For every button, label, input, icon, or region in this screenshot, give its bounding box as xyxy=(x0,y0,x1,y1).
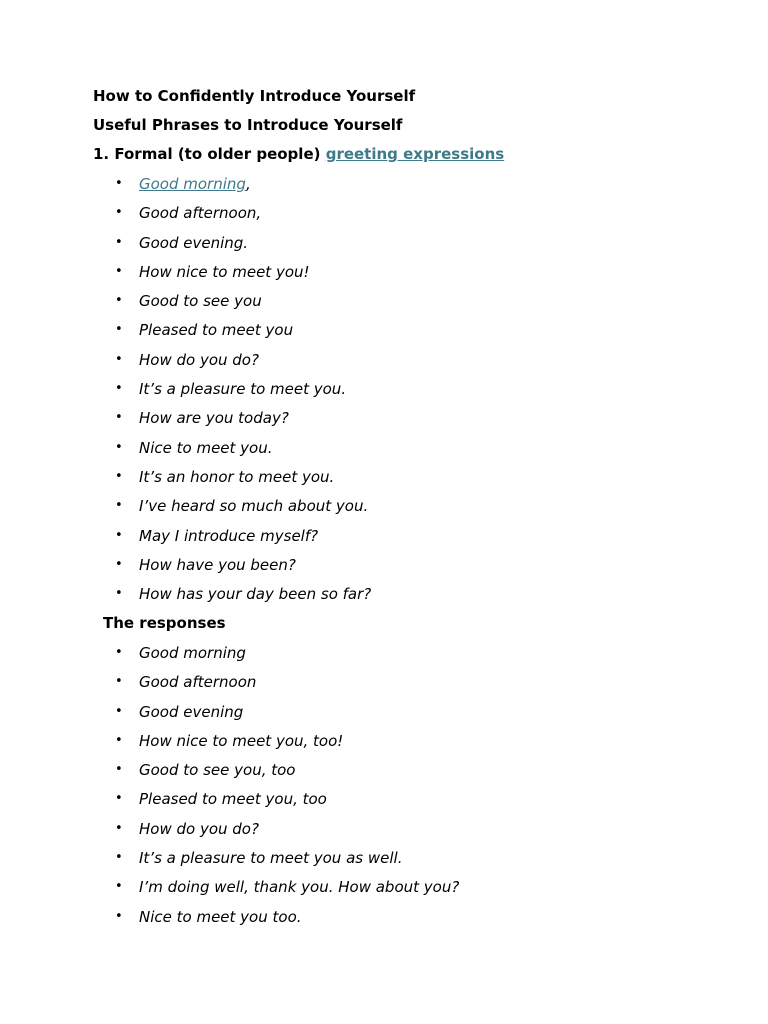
list-item-text: I’ve heard so much about you. xyxy=(139,497,369,516)
document-title: How to Confidently Introduce Yourself xyxy=(93,87,416,105)
list-item-text: Good to see you xyxy=(139,292,262,311)
list-item-text: Pleased to meet you xyxy=(139,321,294,340)
list-item-text: Pleased to meet you, too xyxy=(139,790,327,809)
list-item-text: It’s a pleasure to meet you. xyxy=(139,380,347,399)
greeting-expressions-link[interactable]: greeting expressions xyxy=(325,145,505,163)
bullet-icon: • xyxy=(115,586,123,602)
bullet-icon: • xyxy=(115,527,123,543)
list-item-text: How nice to meet you! xyxy=(139,262,310,281)
bullet-icon: • xyxy=(115,908,123,924)
list-item-text: Nice to meet you too. xyxy=(139,907,302,926)
responses-heading: The responses xyxy=(103,614,226,632)
bullet-icon: • xyxy=(115,205,123,221)
bullet-icon: • xyxy=(115,381,123,397)
bullet-icon: • xyxy=(115,556,123,572)
section-heading-formal xyxy=(93,145,504,163)
list-item-text xyxy=(139,175,251,193)
bullet-icon: • xyxy=(115,645,123,660)
list-item-text: Good afternoon xyxy=(139,673,257,692)
bullet-icon: • xyxy=(115,791,123,807)
bullet-icon: • xyxy=(115,351,123,367)
list-item-suffix: , xyxy=(245,175,251,193)
list-item-text: How nice to meet you, too! xyxy=(139,731,344,750)
list-item-text: How do you do? xyxy=(139,350,259,369)
section-heading-text: 1. Formal (to older people) xyxy=(93,145,321,163)
bullet-icon: • xyxy=(115,293,123,309)
list-item-text: How are you today? xyxy=(139,409,289,428)
bullet-icon: • xyxy=(115,879,123,895)
bullet-icon: • xyxy=(115,468,123,484)
bullet-icon: • xyxy=(115,410,123,426)
list-item-text: Good to see you, too xyxy=(139,761,296,780)
bullet-icon: • xyxy=(115,263,123,279)
list-item-text: Nice to meet you. xyxy=(139,438,273,457)
bullet-icon: • xyxy=(115,322,123,338)
list-item-text: How do you do? xyxy=(139,819,259,838)
bullet-icon: • xyxy=(115,850,123,866)
bullet-icon: • xyxy=(115,674,123,690)
list-item-text: Good afternoon, xyxy=(139,204,262,223)
bullet-icon: • xyxy=(115,439,123,455)
list-item-text: It’s an honor to meet you. xyxy=(139,467,335,486)
bullet-icon: • xyxy=(115,176,123,191)
list-item-text: I’m doing well, thank you. How about you? xyxy=(139,878,460,897)
list-item-text: Good morning xyxy=(139,644,246,662)
bullet-icon: • xyxy=(115,762,123,778)
document-subtitle: Useful Phrases to Introduce Yourself xyxy=(93,116,403,134)
bullet-icon: • xyxy=(115,703,123,719)
bullet-icon: • xyxy=(115,234,123,250)
list-item-text: How have you been? xyxy=(139,555,296,574)
list-item-text: Good evening xyxy=(139,702,244,721)
list-item-text: Good evening. xyxy=(139,233,249,252)
list-item-text: May I introduce myself? xyxy=(139,526,319,545)
list-item-text: It’s a pleasure to meet you as well. xyxy=(139,849,403,868)
list-item-text: How has your day been so far? xyxy=(139,585,372,604)
bullet-icon: • xyxy=(115,498,123,514)
good-morning-link[interactable]: Good morning xyxy=(139,175,246,193)
bullet-icon: • xyxy=(115,820,123,836)
bullet-icon: • xyxy=(115,732,123,748)
